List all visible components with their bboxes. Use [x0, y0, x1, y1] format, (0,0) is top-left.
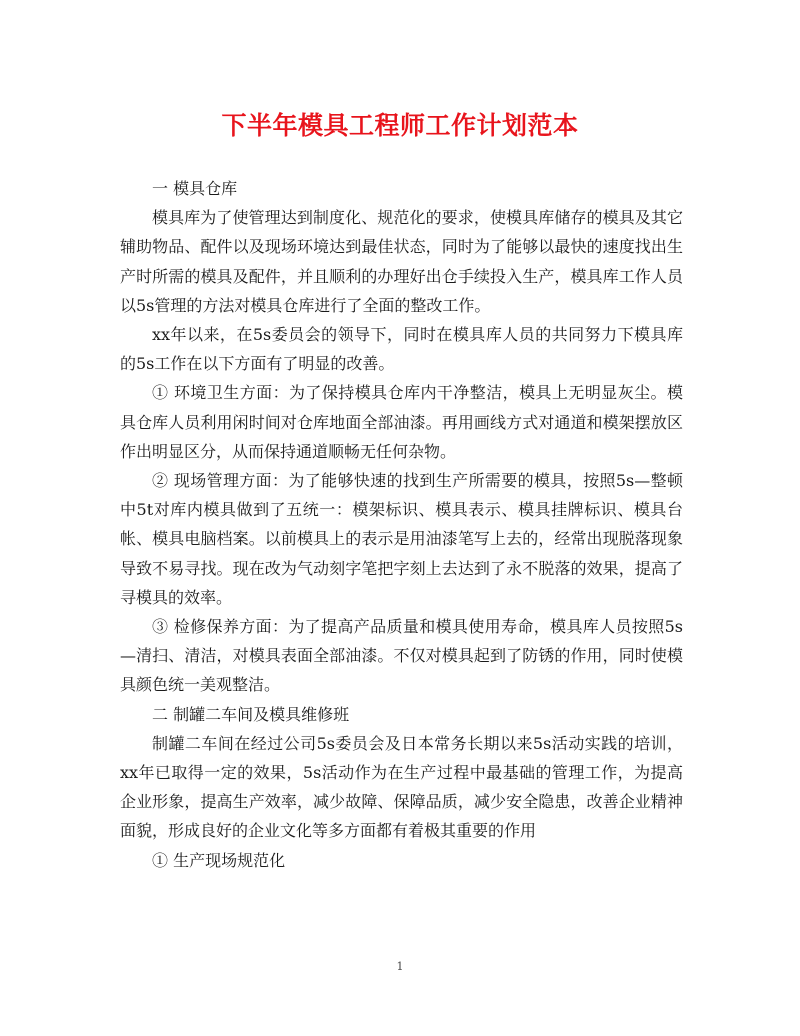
document-title: 下半年模具工程师工作计划范本: [221, 111, 579, 140]
section-heading: 一 模具仓库: [152, 179, 238, 198]
body-paragraph: 模具库为了使管理达到制度化、规范化的要求，使模具库储存的模具及其它辅助物品、配件以及现场环境达到最佳状态，同时为了能够以最快的速度找出生产时所需的模具及配件，并且顺利的办理好出仓手续投入生产，模具库工作人员以5s管理的方法对模具仓库进行了全面的整改工作。: [120, 208, 683, 315]
page-number: 1: [396, 960, 404, 973]
list-item: ① 生产现场规范化: [152, 850, 286, 870]
body-paragraph: ① 环境卫生方面：为了保持模具仓库内干净整洁，模具上无明显灰尘。模具仓库人员利用闲时间对仓库地面全部油漆。再用画线方式对通道和模架摆放区作出明显区分，从而保持通道顺畅无任何杂物。: [120, 383, 683, 461]
body-paragraph: xx年以来，在5s委员会的领导下，同时在模具库人员的共同努力下模具库的5s工作在以下方面有了明显的改善。: [120, 325, 683, 374]
document-body: [120, 174, 683, 875]
body-paragraph: ③ 检修保养方面：为了提高产品质量和模具使用寿命，模具库人员按照5s—清扫、清洁，对模具表面全部油漆。不仅对模具起到了防锈的作用，同时使模具颜色统一美观整洁。: [120, 617, 683, 695]
section-heading: 二 制罐二车间及模具维修班: [152, 704, 350, 724]
body-paragraph: ② 现场管理方面：为了能够快速的找到生产所需要的模具，按照5s—整顿中5t对库内模具做到了五统一：模架标识、模具表示、模具挂牌标识、模具台帐、模具电脑档案。以前模具上的表示是用油漆笔写上去的，经常出现脱落现象导致不易寻找。现在改为气动刻字笔把字刻上去达到了永不脱落的效果，提高了寻模具的效率。: [120, 471, 683, 607]
body-paragraph: 制罐二车间在经过公司5s委员会及日本常务长期以来5s活动实践的培训，xx年已取得一定的效果，5s活动作为在生产过程中最基础的管理工作，为提高企业形象，提高生产效率，减少故障、保障品质，减少安全隐患，改善企业精神面貌，形成良好的企业文化等多方面都有着极其重要的作用: [120, 733, 683, 841]
